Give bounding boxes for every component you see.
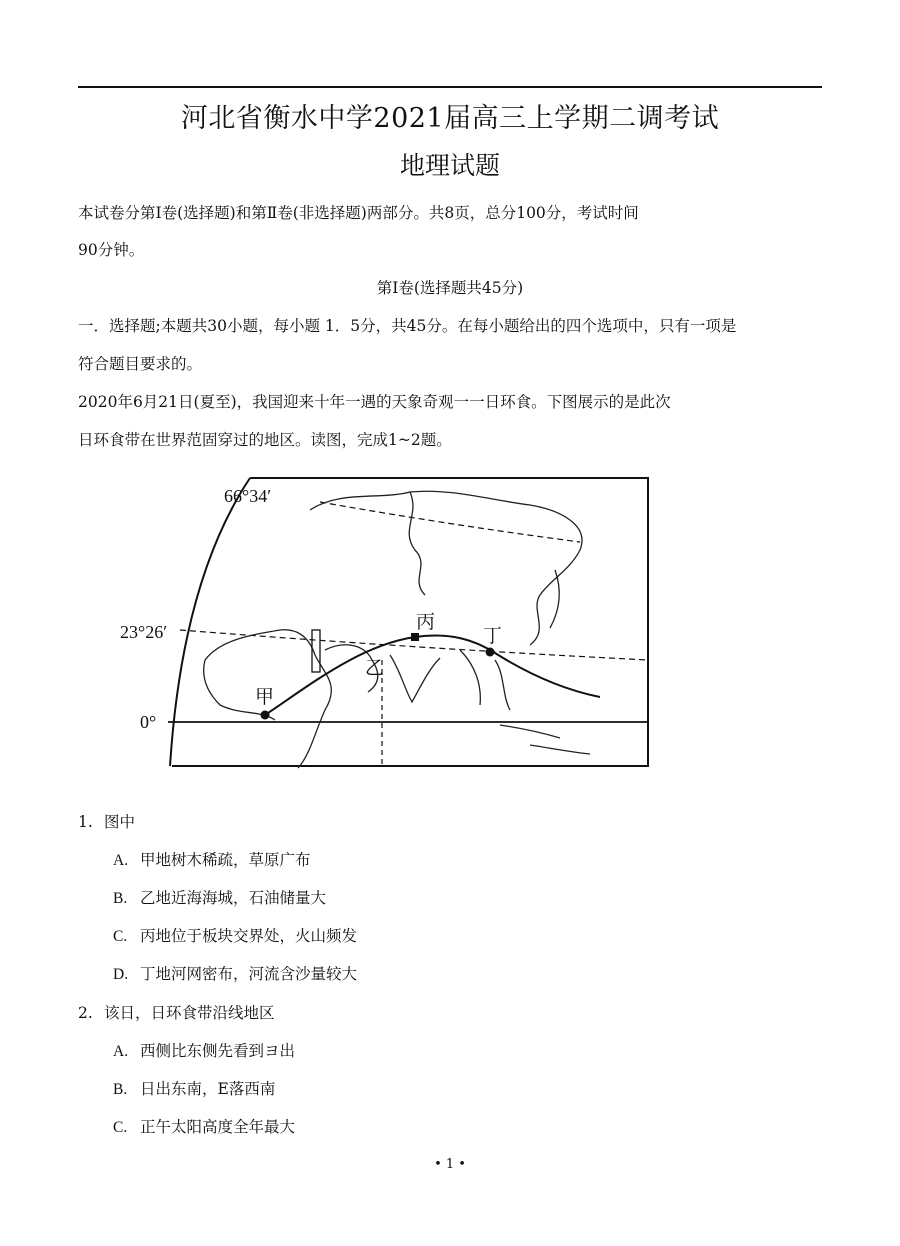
point-bing	[411, 633, 419, 641]
question-stem: 该日，日环食带沿线地区	[104, 1004, 275, 1022]
label-arctic-latitude: 66°34′	[224, 486, 272, 506]
q2-option-a[interactable]	[113, 1039, 295, 1061]
option-letter: C.	[113, 1119, 128, 1136]
point-jia	[261, 711, 270, 720]
option-text: 日出东南，E落西南	[140, 1080, 276, 1098]
label-jia: 甲	[255, 687, 275, 708]
continent-outlines	[204, 491, 590, 768]
q1-option-c[interactable]	[113, 924, 357, 946]
eclipse-path-map	[110, 470, 670, 775]
option-text: 西侧比东侧先看到ヨ出	[140, 1042, 296, 1060]
intro-line-2: 90分钟。	[78, 241, 145, 259]
header-rule	[78, 86, 822, 88]
option-letter: C.	[113, 928, 128, 945]
q2-option-b[interactable]	[113, 1077, 275, 1099]
q2-option-c[interactable]	[113, 1115, 295, 1137]
point-ding	[486, 648, 495, 657]
option-letter: A.	[113, 1043, 129, 1060]
exam-title: 河北省衡水中学2021届高三上学期二调考试	[180, 103, 720, 134]
q1-option-b[interactable]	[113, 886, 326, 908]
option-letter: B.	[113, 1081, 128, 1098]
intro-line-1: 本试卷分第Ⅰ卷(选择题)和第Ⅱ卷(非选择题)两部分。共8页，总分100分，考试时间	[78, 204, 639, 222]
option-letter: B.	[113, 890, 128, 907]
label-ding: 丁	[483, 626, 503, 647]
label-tropic-latitude: 23°26′	[120, 622, 168, 642]
passage-line-1: 2020年6月21日(夏至)，我国迎来十年一遇的天象奇观一一日环食。下图展示的是此次	[78, 393, 671, 411]
option-letter: A.	[113, 852, 129, 869]
label-bing: 丙	[416, 612, 436, 633]
instruction-line-2: 符合题目要求的。	[78, 355, 203, 373]
label-yi: 乙	[365, 658, 385, 679]
option-text: 乙地近海海城，石油储量大	[140, 889, 327, 907]
instruction-line-1: 一．选择题;本题共30小题，每小题 1．5分，共45分。在每小题给出的四个选项中，只有一项是	[78, 317, 737, 335]
option-letter: D.	[113, 966, 129, 983]
passage-line-2: 日环食带在世界范固穿过的地区。读图，完成1~2题。	[78, 431, 452, 449]
page-number: • 1 •	[434, 1157, 466, 1172]
question-1	[78, 810, 135, 832]
option-text: 甲地树木稀疏，草原广布	[140, 851, 311, 869]
question-number: 2.	[78, 1004, 93, 1022]
label-equator-latitude: 0°	[140, 712, 157, 732]
q1-option-d[interactable]	[113, 962, 357, 984]
option-text: 正午太阳高度全年最大	[140, 1118, 296, 1136]
section-heading: 第Ⅰ卷(选择题共45分)	[376, 279, 524, 297]
option-text: 丙地位于板块交界处，火山频发	[140, 927, 358, 945]
q1-option-a[interactable]	[113, 848, 311, 870]
arctic-circle-line	[320, 502, 580, 542]
exam-subtitle: 地理试题	[399, 151, 500, 180]
question-number: 1.	[78, 813, 93, 831]
question-2	[78, 1001, 275, 1023]
question-stem: 图中	[104, 813, 136, 831]
option-text: 丁地河网密布，河流含沙量较大	[140, 965, 358, 983]
